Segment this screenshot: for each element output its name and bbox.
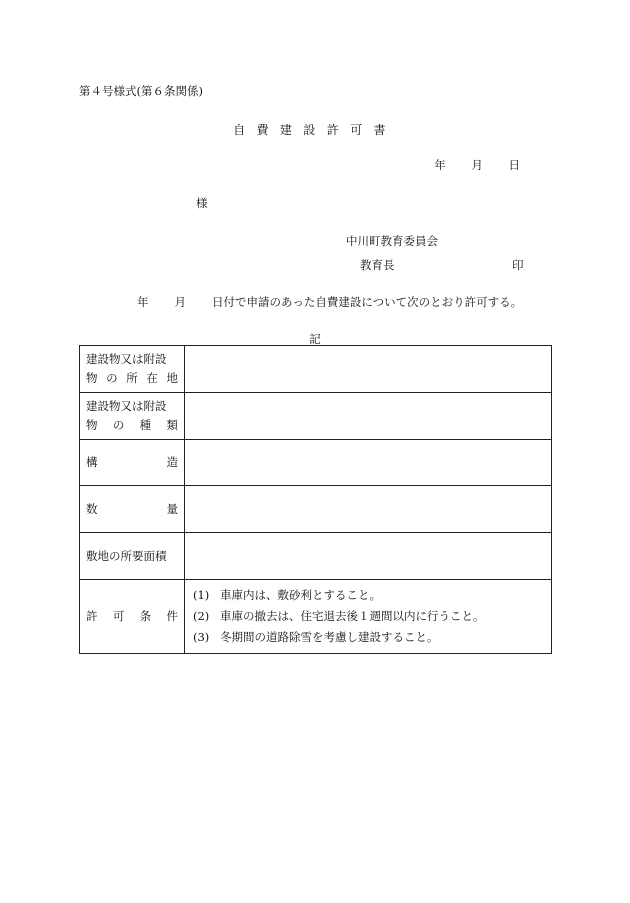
label-line xyxy=(86,500,178,519)
label-char: 物 xyxy=(86,418,98,432)
table-row xyxy=(80,533,552,580)
quantity-value[interactable] xyxy=(185,486,552,533)
location-label xyxy=(80,346,185,393)
label-line: 建設物又は附設 xyxy=(86,352,167,366)
table-row xyxy=(80,486,552,533)
label-line xyxy=(86,369,178,388)
location-value[interactable] xyxy=(185,346,552,393)
label-char: 量 xyxy=(166,501,178,516)
conditions-value xyxy=(185,580,552,654)
condition-text: 冬期間の道路除雪を考慮し建設すること。 xyxy=(220,630,439,644)
date-year-label: 年 xyxy=(434,158,446,172)
structure-value[interactable] xyxy=(185,440,552,486)
date-day-label: 日 xyxy=(508,158,520,172)
permit-details-table xyxy=(79,345,552,654)
permission-statement xyxy=(137,294,522,310)
label-line: 建設物又は附設 xyxy=(86,399,167,413)
condition-number: (2) xyxy=(193,609,210,623)
condition-text: 車庫の撤去は、住宅退去後１週間以内に行うこと。 xyxy=(220,609,485,623)
label-line xyxy=(86,416,178,435)
statement-month: 月 xyxy=(174,295,186,309)
site-area-value[interactable] xyxy=(185,533,552,580)
label-char: 所 xyxy=(126,371,138,385)
seal-mark: 印 xyxy=(512,258,524,272)
table-row xyxy=(80,346,552,393)
table-row xyxy=(80,440,552,486)
table-row xyxy=(80,580,552,654)
list-item xyxy=(193,585,551,606)
label-char: 構 xyxy=(86,455,98,469)
conditions-label xyxy=(80,580,185,654)
conditions-list xyxy=(185,581,551,652)
label-char: 物 xyxy=(86,371,98,385)
issuer-title: 教育長 xyxy=(360,258,395,272)
label-char: 類 xyxy=(166,418,178,432)
issue-date xyxy=(412,157,520,173)
type-value[interactable] xyxy=(185,393,552,440)
label-char: 在 xyxy=(146,371,158,385)
label-char: 地 xyxy=(166,371,178,385)
label-char: 種 xyxy=(139,418,152,432)
label-line xyxy=(86,453,178,472)
issuer-name: 中川町教育委員会 xyxy=(346,234,438,248)
structure-label xyxy=(80,440,185,486)
condition-number: (3) xyxy=(193,630,210,644)
label-char: 許 xyxy=(86,609,98,623)
date-month-label: 月 xyxy=(471,158,483,172)
document-title: 自費建設許可書 xyxy=(233,123,397,137)
label-char: 数 xyxy=(86,501,98,516)
label-char: 可 xyxy=(112,609,125,623)
condition-number: (1) xyxy=(193,588,210,602)
condition-text: 車庫内は、敷砂利とすること。 xyxy=(220,588,381,602)
site-area-label xyxy=(80,533,185,580)
type-label xyxy=(80,393,185,440)
form-number: 第４号様式(第６条関係) xyxy=(79,84,203,98)
label-char: 条 xyxy=(139,609,152,623)
quantity-label xyxy=(80,486,185,533)
label-char: の xyxy=(106,371,118,385)
label-line xyxy=(86,607,178,626)
table-row xyxy=(80,393,552,440)
label-char: 件 xyxy=(166,609,178,623)
label-line: 敷地の所要面積 xyxy=(86,548,167,563)
statement-year: 年 xyxy=(137,295,149,309)
label-char: の xyxy=(112,418,125,432)
statement-text: 日付で申請のあった自費建設について次のとおり許可する。 xyxy=(212,295,523,309)
label-char: 造 xyxy=(166,455,178,469)
list-item xyxy=(193,627,551,648)
list-item xyxy=(193,606,551,627)
ki-heading: 記 xyxy=(309,332,321,346)
addressee-suffix: 様 xyxy=(196,196,208,210)
